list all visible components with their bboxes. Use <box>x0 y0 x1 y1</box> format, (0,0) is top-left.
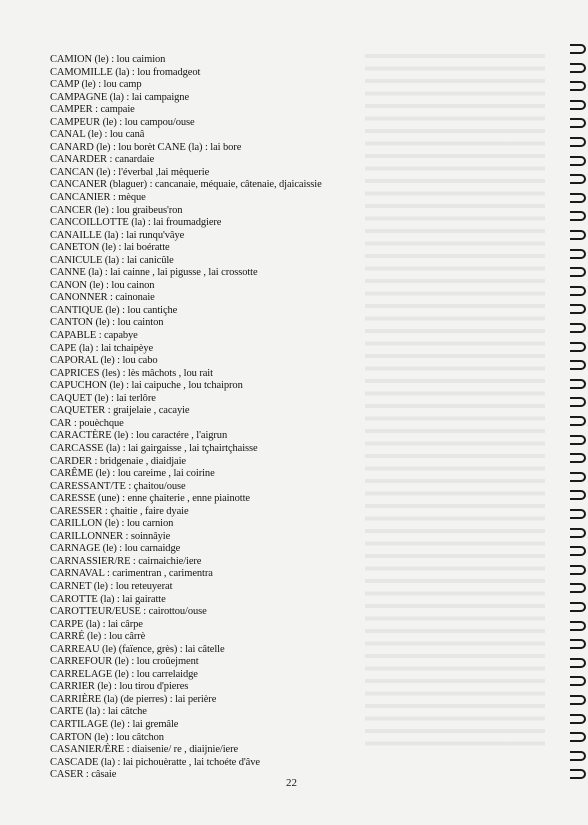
dictionary-entry: CARESSANT/TE : çhaitou/ouse <box>50 480 186 492</box>
dictionary-entry: CARÊME (le) : lou careime , lai coirine <box>50 468 215 480</box>
dictionary-entry: CAPABLE : capabye <box>50 330 138 342</box>
binding-coil <box>570 63 586 73</box>
dictionary-entry: CAMPEUR (le) : lou campou/ouse <box>50 116 195 128</box>
binding-coil <box>570 472 586 482</box>
dictionary-entry: CAQUET (le) : lai terlôre <box>50 392 156 404</box>
dictionary-entry: CAROTTE (la) : lai gairatte <box>50 593 166 605</box>
dictionary-entry: CAPRICES (les) : lès mâchots , lou rait <box>50 367 213 379</box>
dictionary-entry: CAMOMILLE (la) : lou fromadgeot <box>50 66 201 78</box>
dictionary-entry: CARREFOUR (le) : lou croûejment <box>50 656 199 668</box>
binding-coil <box>570 490 586 500</box>
dictionary-entry: CARILLONNER : soinnâyie <box>50 530 171 542</box>
dictionary-entry: CAR : pouèchque <box>50 417 124 429</box>
dictionary-entry: CARRIER (le) : lou tirou d'pieres <box>50 681 189 693</box>
binding-coil <box>570 565 586 575</box>
page-number: 22 <box>286 777 297 789</box>
binding-coil <box>570 435 586 445</box>
dictionary-entry: CARTE (la) : lai câtche <box>50 706 147 718</box>
dictionary-entry: CARNAGE (le) : lou carnaidge <box>50 543 181 555</box>
dictionary-entry: CARPE (la) : lai cârpe <box>50 618 143 630</box>
binding-coil <box>570 323 586 333</box>
dictionary-entry: CAPE (la) : lai tchaipèye <box>50 342 154 354</box>
dictionary-entry: CAMP (le) : lou camp <box>50 79 142 91</box>
dictionary-entry: CANAILLE (la) : lai runqu'vâye <box>50 229 185 241</box>
dictionary-entry: CANTIQUE (le) : lou cantiçhe <box>50 304 178 316</box>
binding-coil <box>570 174 586 184</box>
binding-coil <box>570 100 586 110</box>
binding-coil <box>570 286 586 296</box>
binding-coil <box>570 397 586 407</box>
binding-coil <box>570 751 586 761</box>
dictionary-entry: CARESSE (une) : enne çhaiterie , enne piainotte <box>50 493 250 505</box>
binding-coil <box>570 137 586 147</box>
bleed-through-text <box>365 50 545 750</box>
dictionary-entry: CAMPAGNE (la) : lai campaigne <box>50 91 190 103</box>
binding-coil <box>570 44 586 54</box>
dictionary-entry: CAPORAL (le) : lou cabo <box>50 355 158 367</box>
binding-coil <box>570 342 586 352</box>
dictionary-entry: CANICULE (la) : lai canicûle <box>50 254 174 266</box>
binding-coil <box>570 267 586 277</box>
dictionary-entry-list <box>50 54 322 782</box>
binding-coil <box>570 81 586 91</box>
binding-coil <box>570 304 586 314</box>
binding-coil <box>570 714 586 724</box>
dictionary-entry: CASER : câsaie <box>50 769 117 781</box>
binding-coil <box>570 658 586 668</box>
binding-coil <box>570 416 586 426</box>
dictionary-entry: CARDER : bridgenaie , diaidjaie <box>50 455 186 467</box>
dictionary-entry: CANARD (le) : lou borèt CANE (la) : lai bore <box>50 141 242 153</box>
binding-coil <box>570 379 586 389</box>
dictionary-entry: CAROTTEUR/EUSE : cairottou/ouse <box>50 606 207 618</box>
binding-coil <box>570 546 586 556</box>
binding-coil <box>570 453 586 463</box>
dictionary-entry: CANON (le) : lou cainon <box>50 279 155 291</box>
binding-coil <box>570 509 586 519</box>
dictionary-entry: CANAL (le) : lou canâ <box>50 129 145 141</box>
binding-coil <box>570 211 586 221</box>
dictionary-entry: CARTON (le) : lou câtchon <box>50 731 164 743</box>
binding-coil <box>570 230 586 240</box>
spiral-binding <box>566 44 588 784</box>
binding-coil <box>570 118 586 128</box>
binding-coil <box>570 695 586 705</box>
dictionary-entry: CANCOILLOTTE (la) : lai froumadgiere <box>50 217 222 229</box>
dictionary-entry: CANCER (le) : lou graibeus'ron <box>50 204 183 216</box>
binding-coil <box>570 193 586 203</box>
dictionary-entry: CARACTÈRE (le) : lou caractére , l'aigrun <box>50 430 228 442</box>
dictionary-entry: CANETON (le) : lai boératte <box>50 242 170 254</box>
dictionary-entry: CASANIER/ÈRE : diaisenie/ re , diaijnie/iere <box>50 744 239 756</box>
dictionary-entry: CARRELAGE (le) : lou carrelaidge <box>50 668 198 680</box>
dictionary-entry: CANTON (le) : lou cainton <box>50 317 164 329</box>
dictionary-entry: CAMION (le) : lou caimion <box>50 54 166 65</box>
dictionary-entry: CAMPER : campaie <box>50 104 135 116</box>
dictionary-entry: CARRIÈRE (la) (de pierres) : lai perière <box>50 693 217 705</box>
dictionary-entry: CANNE (la) : lai cainne , lai pigusse , lai crossotte <box>50 267 258 279</box>
dictionary-entry: CAQUETER : graijelaie , cacayie <box>50 405 190 417</box>
dictionary-entry: CANCANER (blaguer) : cancanaie, méquaie, câtenaie, djaicaissie <box>50 179 322 191</box>
dictionary-entry: CARNAVAL : carimentran , carimentra <box>50 568 213 580</box>
binding-coil <box>570 156 586 166</box>
dictionary-entry: CARILLON (le) : lou carnion <box>50 518 174 530</box>
dictionary-entry: CARTILAGE (le) : lai gremâle <box>50 718 179 730</box>
dictionary-entry: CARESSER : çhaitie , faire dyaie <box>50 505 189 517</box>
dictionary-entry: CASCADE (la) : lai pichouèratte , lai tchoéte d'âve <box>50 756 260 768</box>
dictionary-entry: CANONNER : cainonaie <box>50 292 155 304</box>
dictionary-entry: CANCANIER : mèque <box>50 192 146 204</box>
dictionary-entry: CANCAN (le) : l'éverbal ,lai mèquerie <box>50 166 210 178</box>
binding-coil <box>570 583 586 593</box>
binding-coil <box>570 528 586 538</box>
binding-coil <box>570 621 586 631</box>
binding-coil <box>570 639 586 649</box>
binding-coil <box>570 769 586 779</box>
dictionary-entry: CARREAU (le) (faïence, grès) : lai câtelle <box>50 643 225 655</box>
dictionary-entry: CAPUCHON (le) : lai caipuche , lou tchaipron <box>50 380 243 392</box>
binding-coil <box>570 732 586 742</box>
binding-coil <box>570 676 586 686</box>
dictionary-entry: CARCASSE (la) : lai gairgaisse , lai tçhairtçhaisse <box>50 442 258 454</box>
dictionary-entry: CARNASSIER/RE : cairnaichie/iere <box>50 555 202 567</box>
dictionary-entry: CANARDER : canardaie <box>50 154 155 166</box>
dictionary-entry: CARNET (le) : lou reteuyerat <box>50 580 173 592</box>
dictionary-entry: CARRÉ (le) : lou cârrè <box>50 631 146 643</box>
binding-coil <box>570 249 586 259</box>
binding-coil <box>570 602 586 612</box>
binding-coil <box>570 360 586 370</box>
